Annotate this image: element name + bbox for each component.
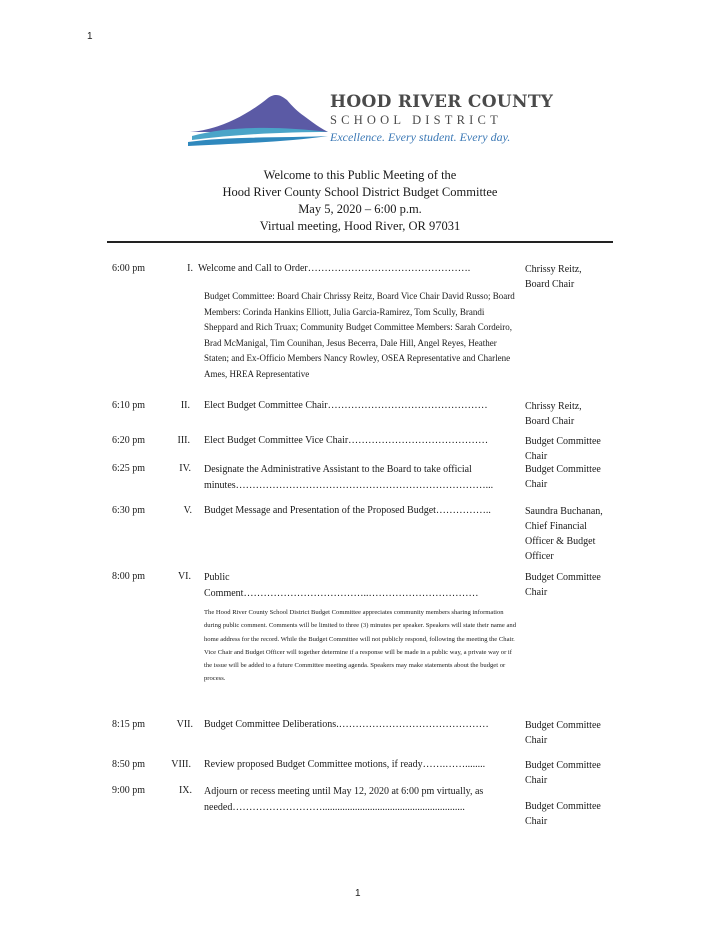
page-number-footer: 1 — [355, 888, 361, 899]
agenda-title: Budget Committee Deliberations.……………………………………… — [204, 719, 489, 730]
agenda-responsible: Budget Committee Chair — [525, 760, 601, 786]
agenda-number: II. — [180, 400, 190, 411]
agenda-title: Adjourn or recess meeting until May 12, 2020 at 6:00 pm virtually, as needed………………………......................................................... — [204, 786, 484, 813]
agenda-number: VII. — [176, 719, 193, 730]
agenda-responsible: Budget Committee Chair — [525, 801, 601, 827]
logo-name: HOOD RIVER COUNTY — [330, 92, 554, 112]
agenda-description: Budget Committee: Board Chair Chrissy Reitz, Board Vice Chair David Russo; Board Members: Corinda Hankins Elliott, Julia Garcia-Ramirez, Tom Scully, Brandi Sheppard and Rich Truax; Community Budget Committee Members: Sarah Cordeiro, Brad McManigal, Tim Counihan, Jesus Becerra, Dale Hill, Angel Reyes, Heather Staten; and Ex-Officio Members Nancy Rowley, OSEA Representative and Charlene Ames, HREA Representative — [204, 291, 515, 379]
agenda-responsible: Budget Committee Chair — [525, 572, 601, 598]
agenda-title: Budget Message and Presentation of the Proposed Budget…………….. — [204, 505, 491, 516]
agenda-title: Elect Budget Committee Vice Chair…………………………………… — [204, 435, 489, 446]
agenda-responsible: Saundra Buchanan, Chief Financial Officer & Budget Officer — [525, 506, 603, 562]
agenda-title: Elect Budget Committee Chair………………………………………… — [204, 400, 488, 411]
agenda-time: 6:00 pm — [112, 263, 146, 274]
agenda-title: Public Comment………………………………..…………………………… — [204, 572, 479, 599]
agenda-responsible: Chrissy Reitz, Board Chair — [525, 401, 582, 427]
header-line-1: Welcome to this Public Meeting of the — [263, 168, 457, 182]
logo-subname: SCHOOL DISTRICT — [330, 113, 502, 127]
agenda-number: VIII. — [171, 759, 191, 770]
agenda-time: 8:15 pm — [112, 719, 146, 730]
agenda-title: Welcome and Call to Order…………………………………………. — [198, 263, 471, 274]
agenda-responsible: Budget Committee Chair — [525, 720, 601, 746]
header-line-3: May 5, 2020 – 6:00 p.m. — [298, 202, 422, 216]
agenda-number: VI. — [177, 571, 191, 582]
agenda-number: V. — [183, 505, 192, 516]
header-line-4: Virtual meeting, Hood River, OR 97031 — [259, 219, 461, 233]
agenda-time: 9:00 pm — [112, 785, 146, 796]
agenda-responsible: Chrissy Reitz, Board Chair — [525, 264, 582, 290]
agenda-number: IV. — [179, 463, 191, 474]
agenda-number: III. — [177, 435, 190, 446]
logo-tagline: Excellence. Every student. Every day. — [330, 130, 511, 144]
agenda-responsible: Budget Committee Chair — [525, 436, 601, 462]
agenda-number: IX. — [178, 785, 192, 796]
agenda-time: 6:30 pm — [112, 505, 146, 516]
agenda-time: 6:20 pm — [112, 435, 146, 446]
agenda-time: 8:50 pm — [112, 759, 146, 770]
agenda-title: Designate the Administrative Assistant to the Board to take official minutes…………………………………………………………………... — [204, 464, 494, 491]
agenda-responsible: Budget Committee Chair — [525, 464, 601, 490]
agenda-time: 6:25 pm — [112, 463, 146, 474]
agenda-time: 6:10 pm — [112, 400, 146, 411]
agenda-time: 8:00 pm — [112, 571, 146, 582]
agenda-number: I. — [187, 263, 193, 274]
public-comment-description: The Hood River County School District Budget Committee appreciates community members sharing information during public comment. Comments will be limited to three (3) minutes per speaker. Speakers will state their name and home address for the record. While the Budget Committee will not publicly respond, following the meeting the Chair. Vice Chair and Budget Officer will together determine if a response will be made in a public way, a private way or if the issue will be added to a future Committee meeting agenda. Speakers may make statements about the budget or process. — [204, 609, 517, 683]
agenda-title: Review proposed Budget Committee motions, if ready…….……........ — [204, 759, 486, 770]
page-number-top: 1 — [87, 31, 93, 42]
header-line-2: Hood River County School District Budget Committee — [222, 185, 498, 199]
